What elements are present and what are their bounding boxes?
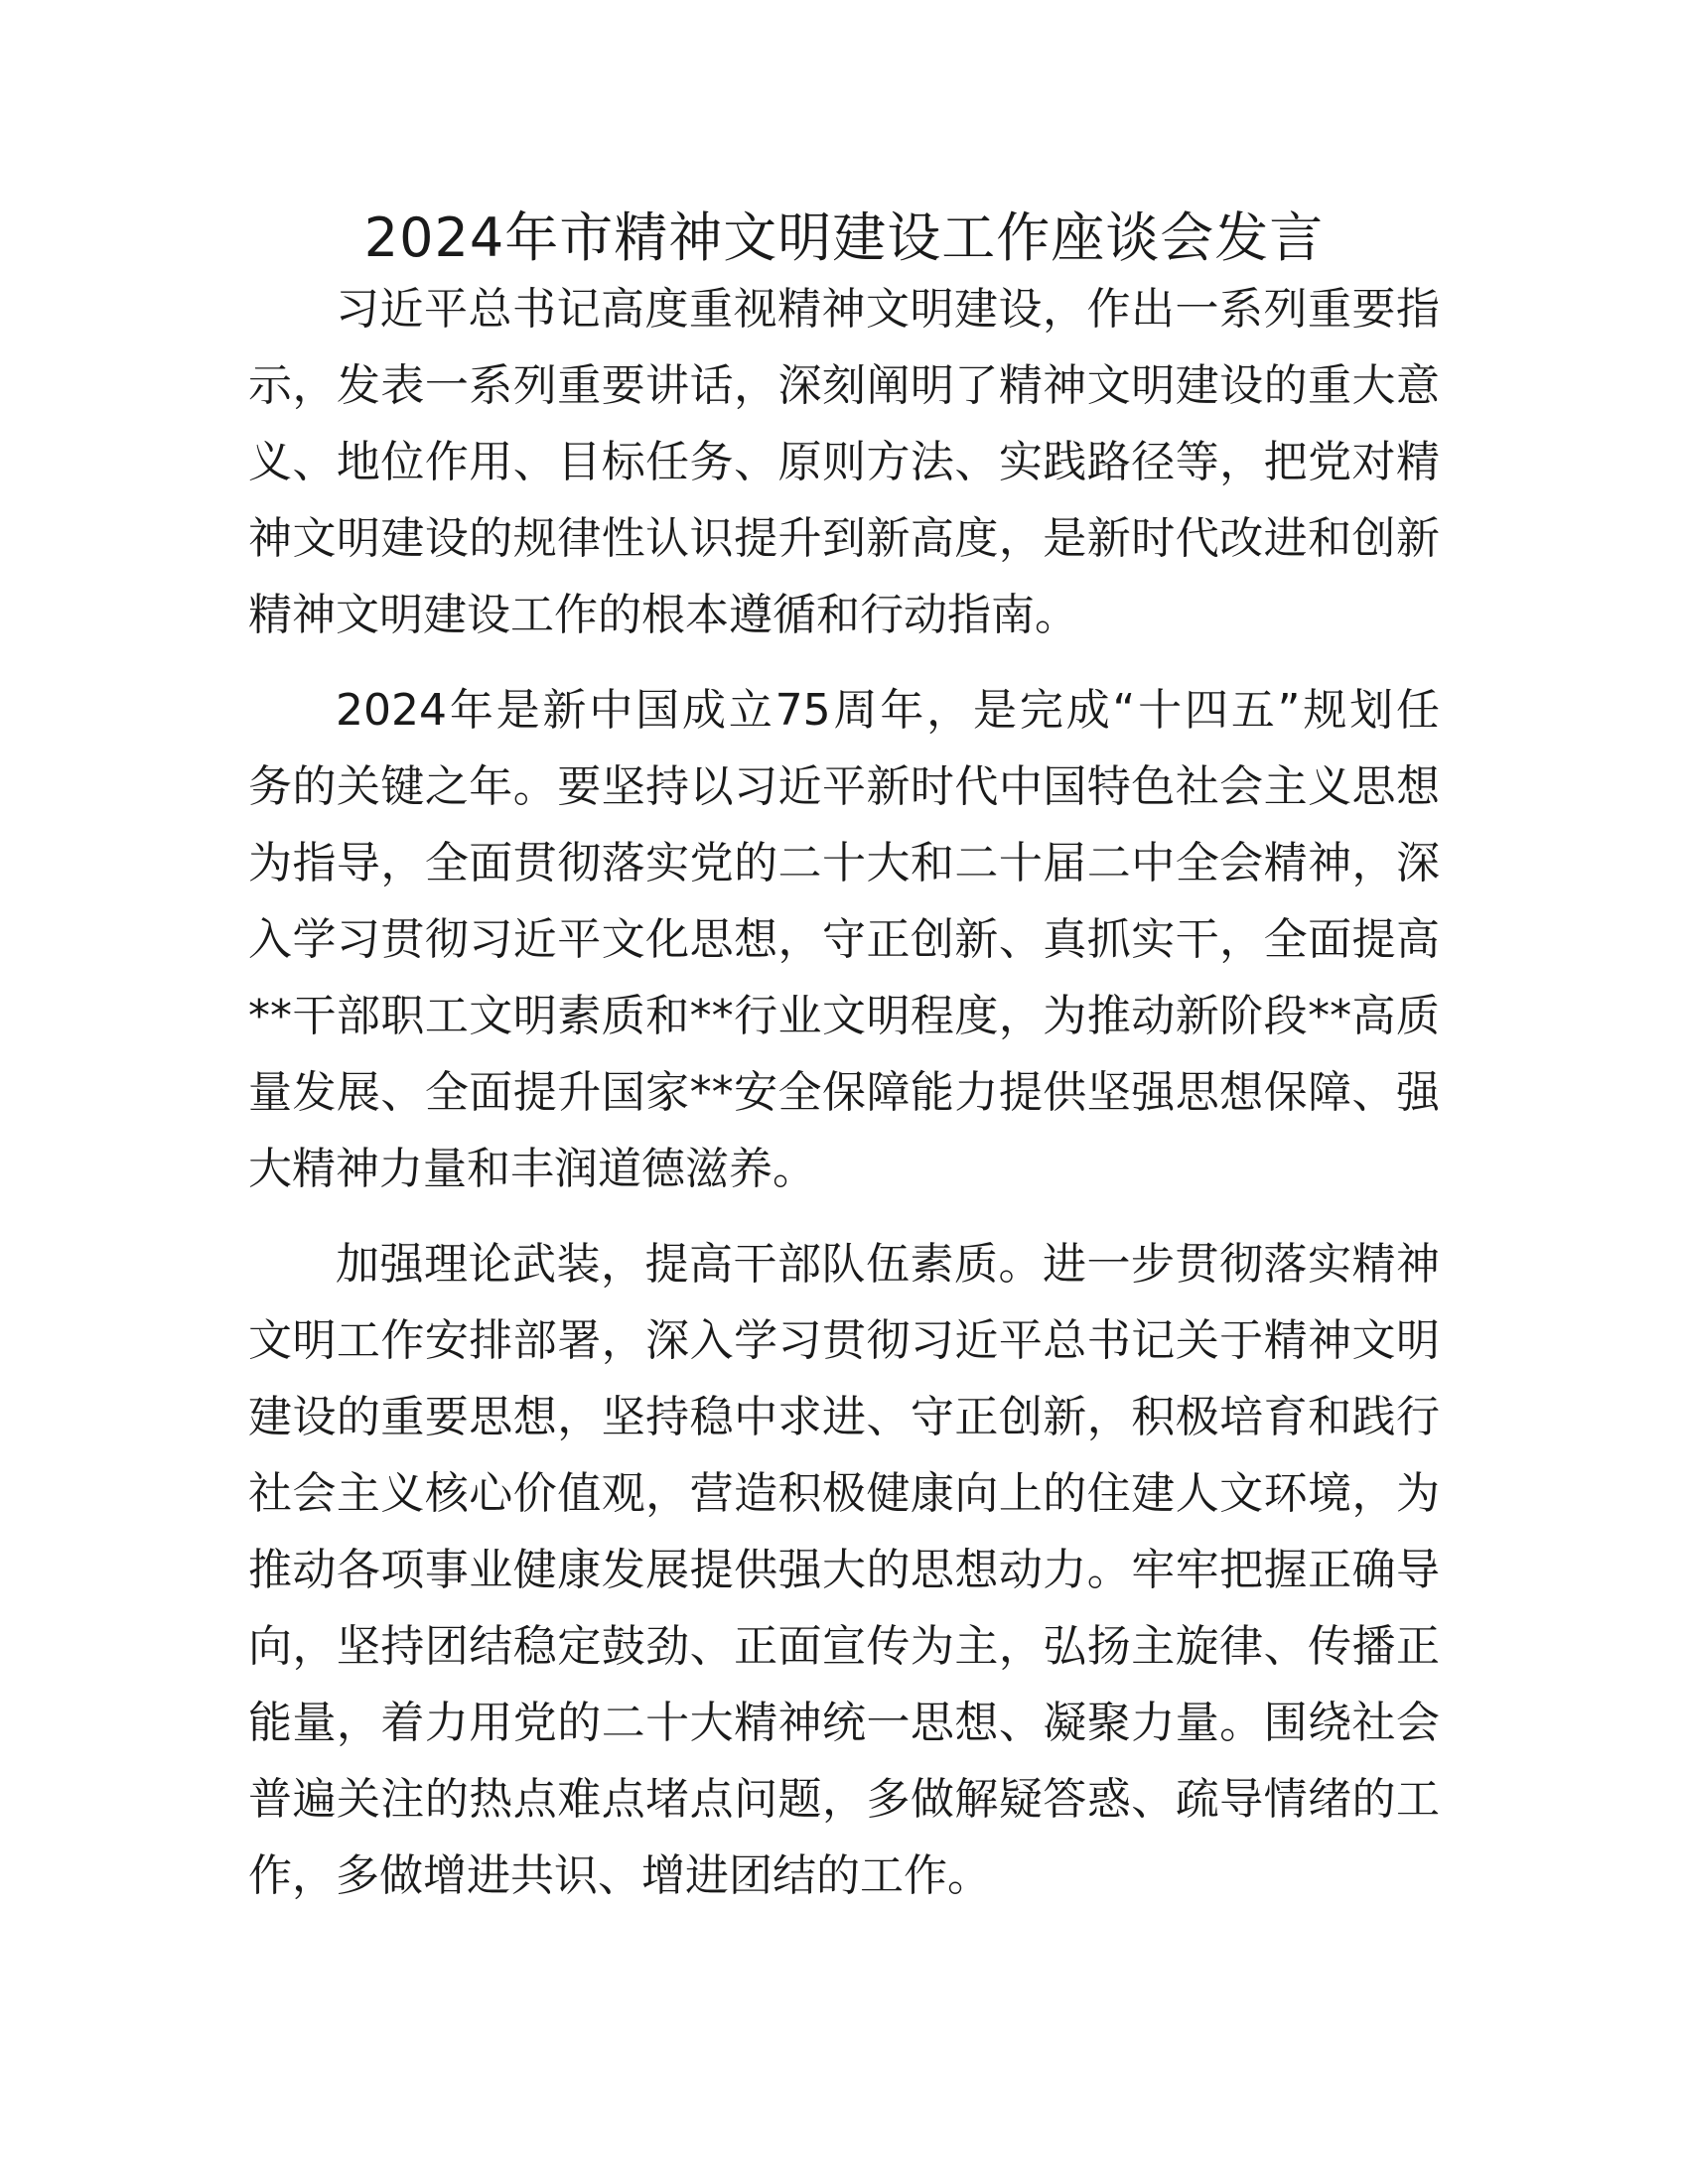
text-line: 作，多做增进共识、增进团结的工作。 (248, 1850, 991, 1901)
text-line: 义、地位作用、目标任务、原则方法、实践路径等，把党对精 (248, 437, 1440, 487)
text-line: 神文明建设的规律性认识提升到新高度，是新时代改进和创新 (248, 513, 1440, 564)
paragraph (248, 271, 1440, 653)
text-line: 2024年是新中国成立75周年，是完成“十四五”规划任 (336, 685, 1440, 736)
text-line: 为指导，全面贯彻落实党的二十大和二十届二中全会精神，深 (248, 838, 1440, 888)
text-line: 务的关键之年。要坚持以习近平新时代中国特色社会主义思想 (248, 761, 1440, 812)
document-title: 2024年市精神文明建设工作座谈会发言 (363, 206, 1325, 269)
text-line: 能量，着力用党的二十大精神统一思想、凝聚力量。围绕社会 (248, 1698, 1440, 1748)
text-line: 精神文明建设工作的根本遵循和行动指南。 (248, 590, 1078, 640)
text-line: 文明工作安排部署，深入学习贯彻习近平总书记关于精神文明 (248, 1315, 1440, 1366)
text-line: 向，坚持团结稳定鼓劲、正面宣传为主，弘扬主旋律、传播正 (248, 1621, 1440, 1672)
paragraph (248, 1226, 1440, 1914)
text-line: 社会主义核心价值观，营造积极健康向上的住建人文环境，为 (248, 1468, 1440, 1519)
text-line: 普遍关注的热点难点堵点问题，多做解疑答惑、疏导情绪的工 (248, 1774, 1440, 1825)
paragraph (248, 672, 1440, 1207)
text-line: 大精神力量和丰润道德滋养。 (248, 1144, 816, 1194)
text-line: 建设的重要思想，坚持稳中求进、守正创新，积极培育和践行 (248, 1392, 1440, 1442)
text-line: 习近平总书记高度重视精神文明建设，作出一系列重要指 (336, 284, 1440, 335)
text-line: 量发展、全面提升国家**安全保障能力提供坚强思想保障、强 (248, 1067, 1440, 1118)
text-line: 示，发表一系列重要讲话，深刻阐明了精神文明建设的重大意 (248, 360, 1440, 411)
text-line: 入学习贯彻习近平文化思想，守正创新、真抓实干，全面提高 (248, 914, 1440, 965)
document-body (248, 271, 1440, 1933)
text-line: **干部职工文明素质和**行业文明程度，为推动新阶段**高质 (248, 991, 1440, 1041)
text-line: 加强理论武装，提高干部队伍素质。进一步贯彻落实精神 (336, 1239, 1440, 1290)
text-line: 推动各项事业健康发展提供强大的思想动力。牢牢把握正确导 (248, 1545, 1440, 1595)
